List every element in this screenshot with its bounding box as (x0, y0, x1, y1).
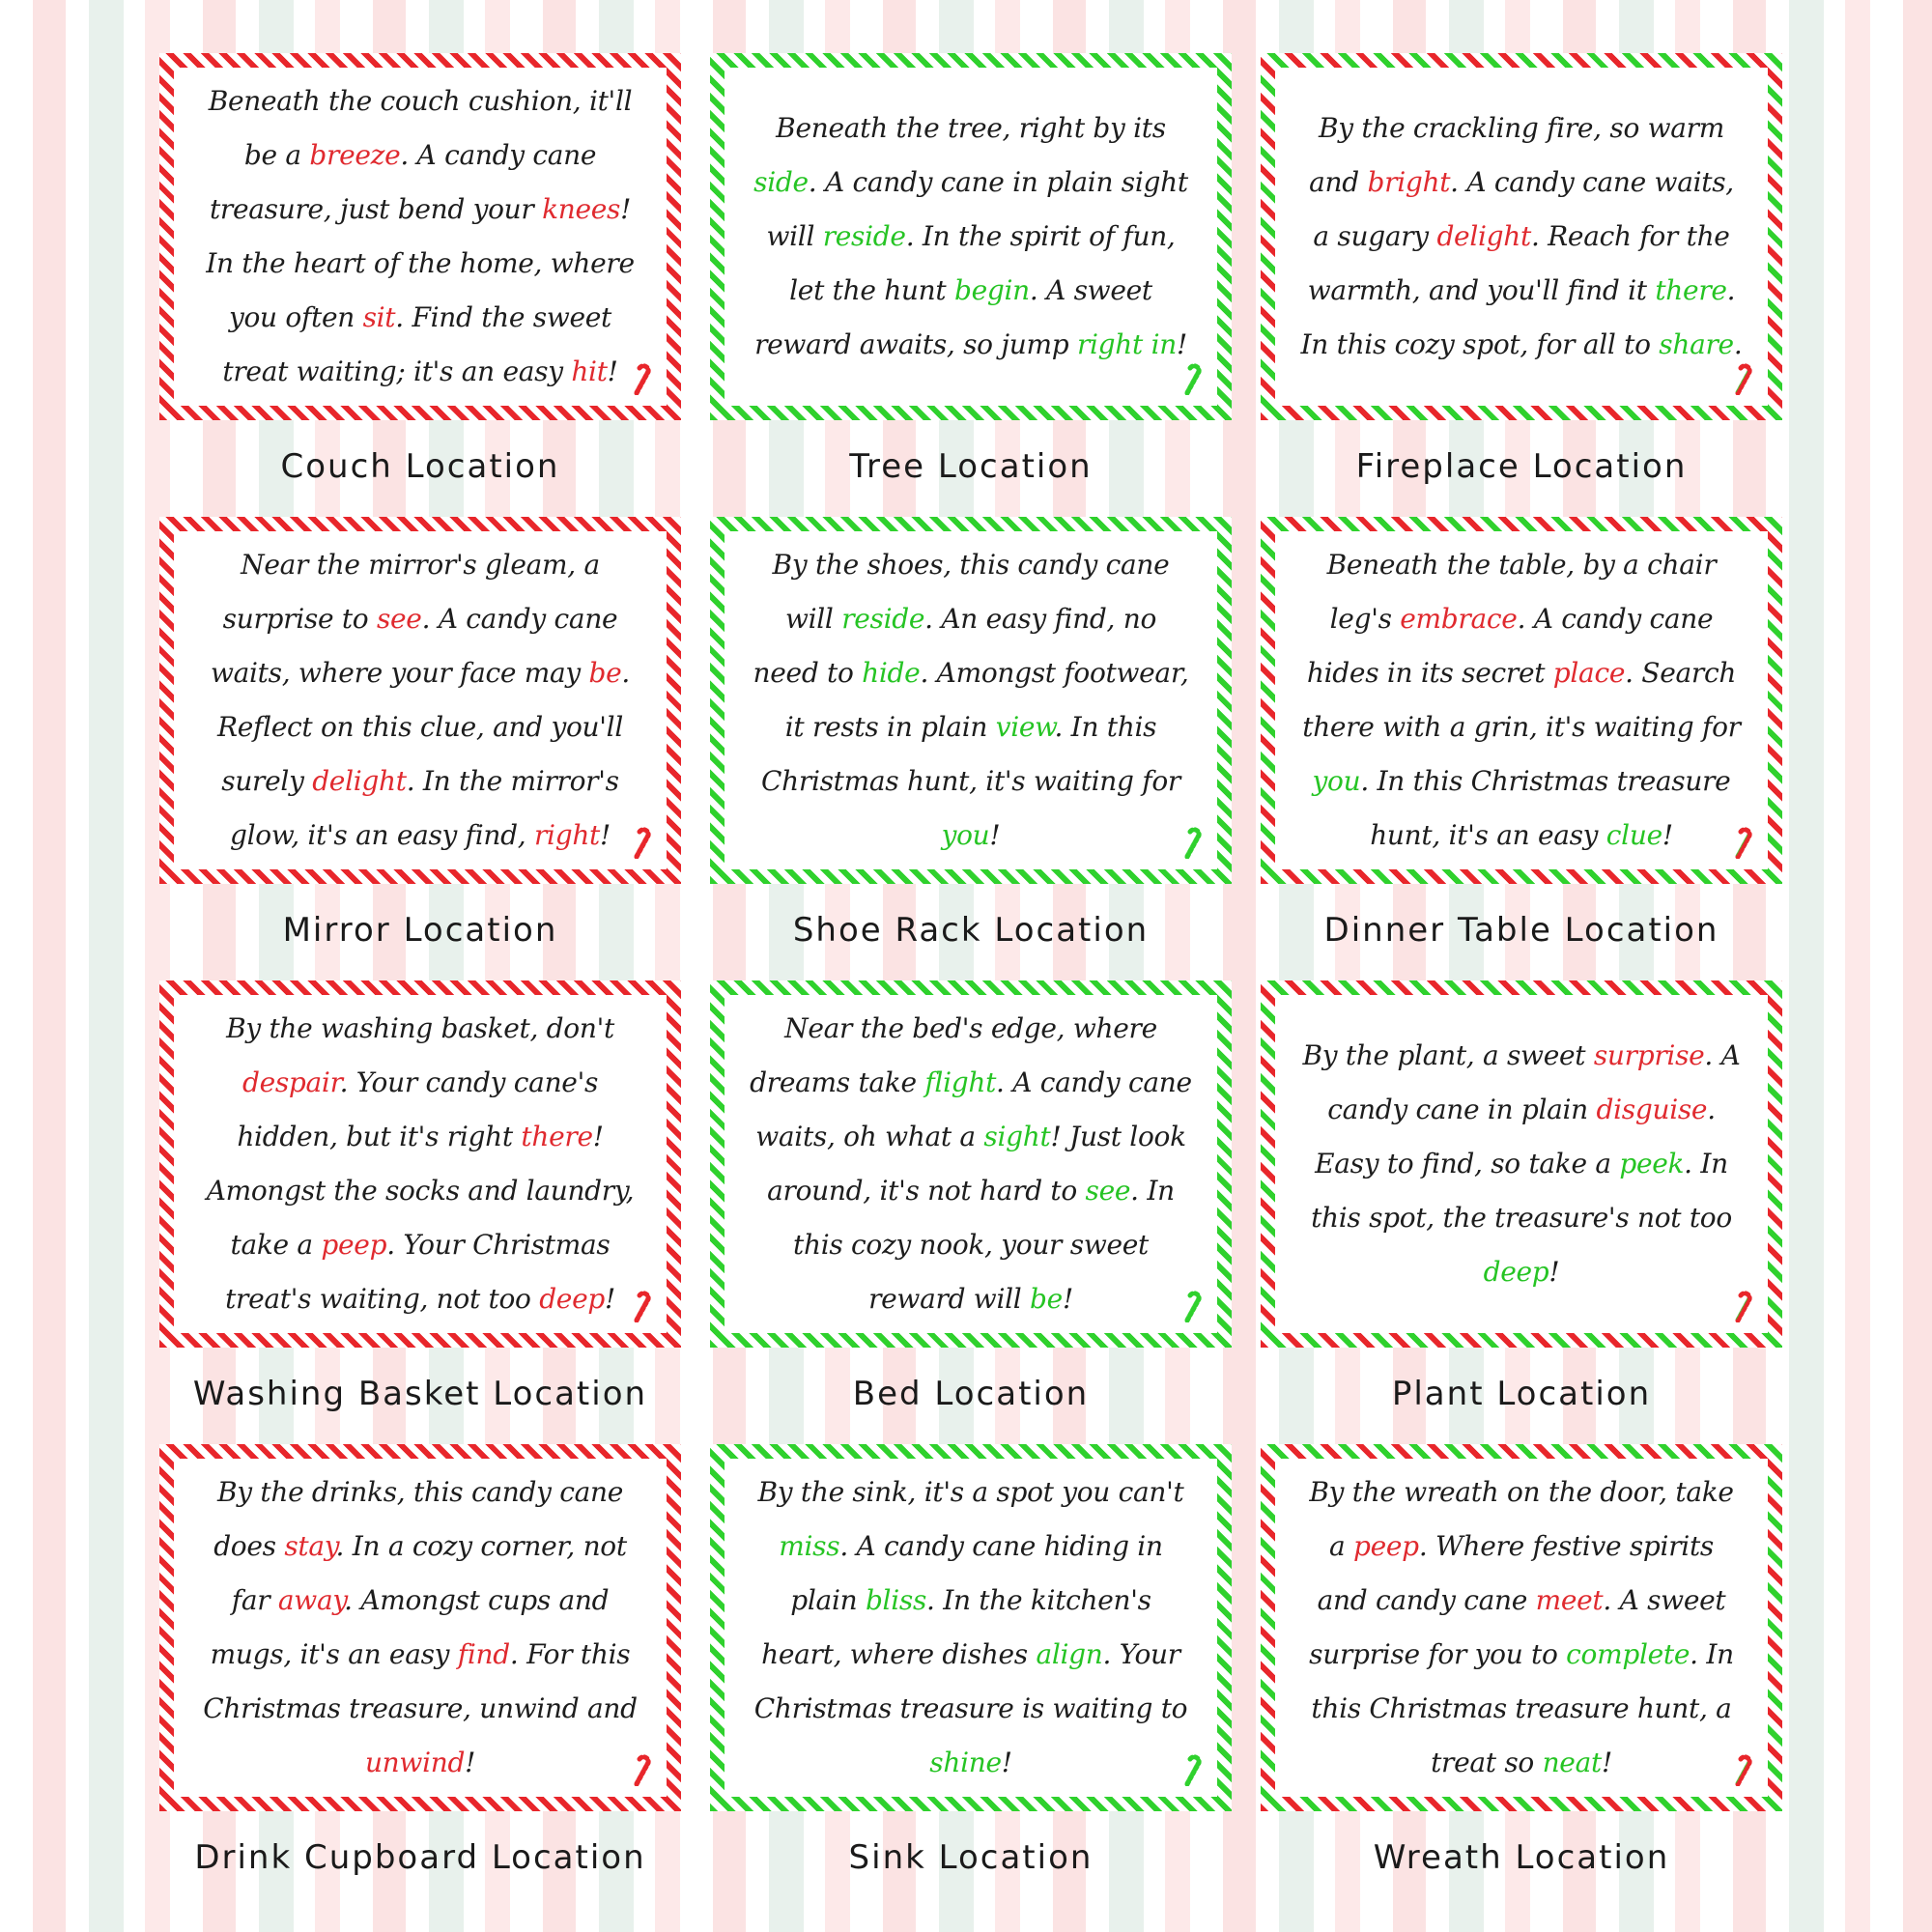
rhyme-word: knees (542, 193, 621, 225)
clue-card-8 (710, 980, 1232, 1413)
rhyme-word: there (521, 1121, 593, 1152)
candy-cane-icon (1732, 1753, 1757, 1786)
location-label: Wreath Location (1373, 1838, 1670, 1877)
poem-text: . Find the sweet treat waiting; it's an easy (222, 301, 611, 387)
location-label: Washing Basket Location (192, 1375, 648, 1413)
rhyme-word: stay (284, 1530, 336, 1562)
poem-text: . In this spot, the treasure's not too (1311, 1148, 1732, 1234)
poem-text: ! Amongst the socks and laundry, take a (206, 1121, 635, 1261)
rhyme-word: be (588, 657, 622, 689)
rhyme-word: delight (312, 765, 407, 797)
poem-text: . A candy cane hides in its secret (1306, 603, 1714, 689)
card-inner (174, 68, 667, 406)
rhyme-word: right in (1076, 328, 1177, 360)
rhyme-word: hide (862, 657, 921, 689)
poem-text: By the wreath on the door, take a (1309, 1476, 1734, 1562)
rhyme-word: breeze (309, 139, 401, 171)
striped-border-frame (710, 53, 1232, 420)
poem-text: ! In the heart of the home, where you often (206, 193, 635, 333)
rhyme-word: sit (362, 301, 396, 333)
rhyme-word: peep (1353, 1530, 1419, 1562)
poem-text: . For this Christmas treasure, unwind and (203, 1638, 638, 1724)
rhyme-word: peep (321, 1229, 387, 1261)
card-inner (1275, 995, 1768, 1333)
poem-text: Beneath the couch cushion, it'll be a (208, 85, 633, 171)
rhyme-word: find (457, 1638, 510, 1670)
clue-card-10 (159, 1444, 681, 1877)
clue-card-6 (1261, 517, 1782, 950)
clue-card-1 (159, 53, 681, 486)
location-label: Drink Cupboard Location (194, 1838, 646, 1877)
poem-text: . Your Christmas treat's waiting, not too (225, 1229, 611, 1315)
poem-text: Near the bed's edge, where dreams take (750, 1012, 1157, 1098)
poem-text: . Search there with a grin, it's waiting for (1302, 657, 1741, 743)
location-label: Bed Location (852, 1375, 1090, 1413)
striped-border-frame (1261, 1444, 1782, 1811)
poem-text: ! (1548, 1256, 1560, 1288)
poem-text: . A candy cane waits, oh what a (755, 1066, 1192, 1152)
candy-cane-icon (1181, 1753, 1207, 1786)
clue-poem (750, 538, 1192, 863)
rhyme-word: right (533, 819, 601, 851)
clue-poem (1300, 101, 1743, 372)
poem-text: ! (1601, 1747, 1612, 1778)
card-inner (724, 1459, 1217, 1797)
rhyme-word: unwind (364, 1747, 466, 1778)
candy-cane-icon (631, 362, 656, 395)
poem-text: By the plant, a sweet (1302, 1039, 1594, 1071)
candy-cane-icon (1732, 826, 1757, 859)
rhyme-word: reside (822, 220, 906, 252)
poem-text: By the sink, it's a spot you can't (757, 1476, 1184, 1508)
poem-text: . Amongst footwear, it rests in plain (784, 657, 1189, 743)
location-label: Plant Location (1391, 1375, 1652, 1413)
poem-text: . In the spirit of fun, let the hunt (789, 220, 1176, 306)
poem-text: . In a cozy corner, not far (231, 1530, 627, 1616)
striped-border-frame (159, 53, 681, 420)
poem-text: . A candy cane waits, where your face may (210, 603, 618, 689)
poem-text: . In the mirror's glow, it's an easy find, (230, 765, 619, 851)
poem-text: ! (465, 1747, 476, 1778)
poem-text: By the crackling fire, so warm and (1309, 112, 1725, 198)
card-inner (174, 531, 667, 869)
location-label: Fireplace Location (1355, 447, 1688, 486)
poem-text: By the shoes, this candy cane will (772, 549, 1170, 635)
candy-cane-icon (631, 826, 656, 859)
poem-text: . A candy cane in plain (1327, 1039, 1741, 1125)
poem-text: . A sweet surprise for you to (1309, 1584, 1726, 1670)
card-inner (1275, 531, 1768, 869)
rhyme-word: neat (1542, 1747, 1602, 1778)
rhyme-word: reside (841, 603, 925, 635)
clue-poem (199, 538, 641, 863)
rhyme-word: miss (779, 1530, 840, 1562)
poem-text: ! (1001, 1747, 1012, 1778)
clue-poem (1300, 1465, 1743, 1790)
clue-poem (199, 1002, 641, 1326)
rhyme-word: clue (1605, 819, 1662, 851)
rhyme-word: there (1655, 274, 1727, 306)
poem-text: . Easy to find, so take a (1315, 1094, 1716, 1179)
poem-text: ! (604, 1283, 615, 1315)
card-inner (174, 995, 667, 1333)
clue-card-11 (710, 1444, 1232, 1877)
poem-text: . A sweet reward awaits, so jump (754, 274, 1152, 360)
clue-card-2 (710, 53, 1232, 486)
candy-cane-icon (631, 1290, 656, 1322)
rhyme-word: view (995, 711, 1055, 743)
poem-text: . Amongst cups and mugs, it's an easy (210, 1584, 610, 1670)
poem-text: . A candy cane in plain sight will (766, 166, 1188, 252)
poem-text: . In this Christmas treasure hunt, a treat so (1311, 1638, 1734, 1778)
poem-text: . In this cozy nook, your sweet reward will (793, 1175, 1175, 1315)
poem-text: ! Just look around, it's not hard to (767, 1121, 1186, 1207)
rhyme-word: despair (242, 1066, 340, 1098)
clue-card-4 (159, 517, 681, 950)
location-label: Couch Location (280, 447, 560, 486)
rhyme-word: shine (929, 1747, 1002, 1778)
poem-text: . Reach for the warmth, and you'll find it (1307, 220, 1730, 306)
rhyme-word: align (1036, 1638, 1103, 1670)
poem-text: . In this cozy spot, for all to (1300, 274, 1736, 360)
striped-border-frame (710, 980, 1232, 1348)
rhyme-word: sight (983, 1121, 1051, 1152)
striped-border-frame (710, 517, 1232, 884)
striped-border-frame (1261, 517, 1782, 884)
poem-text: . In the kitchen's heart, where dishes (761, 1584, 1151, 1670)
poem-text: ! (1062, 1283, 1073, 1315)
rhyme-word: meet (1535, 1584, 1604, 1616)
card-inner (174, 1459, 667, 1797)
rhyme-word: you (1312, 765, 1361, 797)
rhyme-word: bright (1367, 166, 1451, 198)
clue-poem (1300, 538, 1743, 863)
rhyme-word: see (1085, 1175, 1131, 1207)
card-inner (724, 531, 1217, 869)
rhyme-word: embrace (1400, 603, 1518, 635)
location-label: Shoe Rack Location (792, 911, 1150, 950)
rhyme-word: hit (571, 355, 608, 387)
poem-text: Near the mirror's gleam, a surprise to (222, 549, 600, 635)
poem-text: . In this Christmas hunt, it's waiting for (761, 711, 1180, 797)
striped-border-frame (159, 1444, 681, 1811)
striped-border-frame (710, 1444, 1232, 1811)
rhyme-word: bliss (865, 1584, 927, 1616)
poem-text: . (1733, 328, 1743, 360)
poem-text: By the drinks, this candy cane does (213, 1476, 624, 1562)
location-label: Tree Location (849, 447, 1093, 486)
poem-text: . Your Christmas treasure is waiting to (753, 1638, 1188, 1724)
poem-text: . An easy find, no need to (753, 603, 1157, 689)
rhyme-word: share (1659, 328, 1734, 360)
clue-card-3 (1261, 53, 1782, 486)
clue-poem (750, 1465, 1192, 1790)
clue-poem (1300, 1029, 1743, 1299)
rhyme-word: complete (1566, 1638, 1690, 1670)
poem-text: ! (1176, 328, 1187, 360)
striped-border-frame (1261, 980, 1782, 1348)
striped-border-frame (159, 980, 681, 1348)
clue-poem (750, 101, 1192, 372)
clue-poem (750, 1002, 1192, 1326)
poem-text: . In this Christmas treasure hunt, it's an easy (1360, 765, 1731, 851)
rhyme-word: side (753, 166, 809, 198)
poem-text: ! (600, 819, 611, 851)
rhyme-word: see (376, 603, 422, 635)
poem-text: . Your candy cane's hidden, but it's right (237, 1066, 599, 1152)
clue-card-7 (159, 980, 681, 1413)
poem-text: Beneath the tree, right by its (776, 112, 1166, 144)
rhyme-word: deep (539, 1283, 605, 1315)
rhyme-word: away (277, 1584, 345, 1616)
poem-text: ! (1662, 819, 1673, 851)
card-inner (724, 68, 1217, 406)
poem-text: . Reflect on this clue, and you'll surely (217, 657, 631, 797)
poem-text: ! (607, 355, 618, 387)
candy-cane-icon (1181, 826, 1207, 859)
clue-poem (199, 74, 641, 399)
candy-cane-icon (1732, 1290, 1757, 1322)
location-label: Sink Location (848, 1838, 1094, 1877)
rhyme-word: deep (1483, 1256, 1549, 1288)
clue-card-9 (1261, 980, 1782, 1413)
rhyme-word: disguise (1596, 1094, 1708, 1125)
rhyme-word: be (1030, 1283, 1063, 1315)
striped-border-frame (159, 517, 681, 884)
poem-text: By the washing basket, don't (226, 1012, 614, 1044)
candy-cane-icon (1732, 362, 1757, 395)
rhyme-word: surprise (1593, 1039, 1705, 1071)
poem-text: . A candy cane treasure, just bend your (209, 139, 597, 225)
candy-cane-icon (1181, 362, 1207, 395)
rhyme-word: peek (1619, 1148, 1685, 1179)
rhyme-word: place (1552, 657, 1626, 689)
rhyme-word: delight (1436, 220, 1531, 252)
poem-text: Beneath the table, by a chair leg's (1326, 549, 1717, 635)
card-inner (724, 995, 1217, 1333)
rhyme-word: you (941, 819, 990, 851)
card-inner (1275, 1459, 1768, 1797)
clue-card-12 (1261, 1444, 1782, 1877)
rhyme-word: flight (924, 1066, 997, 1098)
rhyme-word: begin (953, 274, 1030, 306)
poem-text: . Where festive spirits and candy cane (1317, 1530, 1714, 1616)
poem-text: . A candy cane waits, a sugary (1313, 166, 1734, 252)
striped-border-frame (1261, 53, 1782, 420)
candy-cane-icon (631, 1753, 656, 1786)
poem-text: ! (989, 819, 1001, 851)
candy-cane-icon (1181, 1290, 1207, 1322)
location-label: Dinner Table Location (1323, 911, 1719, 950)
card-inner (1275, 68, 1768, 406)
clue-card-5 (710, 517, 1232, 950)
clue-poem (199, 1465, 641, 1790)
location-label: Mirror Location (282, 911, 558, 950)
poem-text: . A candy cane hiding in plain (790, 1530, 1163, 1616)
